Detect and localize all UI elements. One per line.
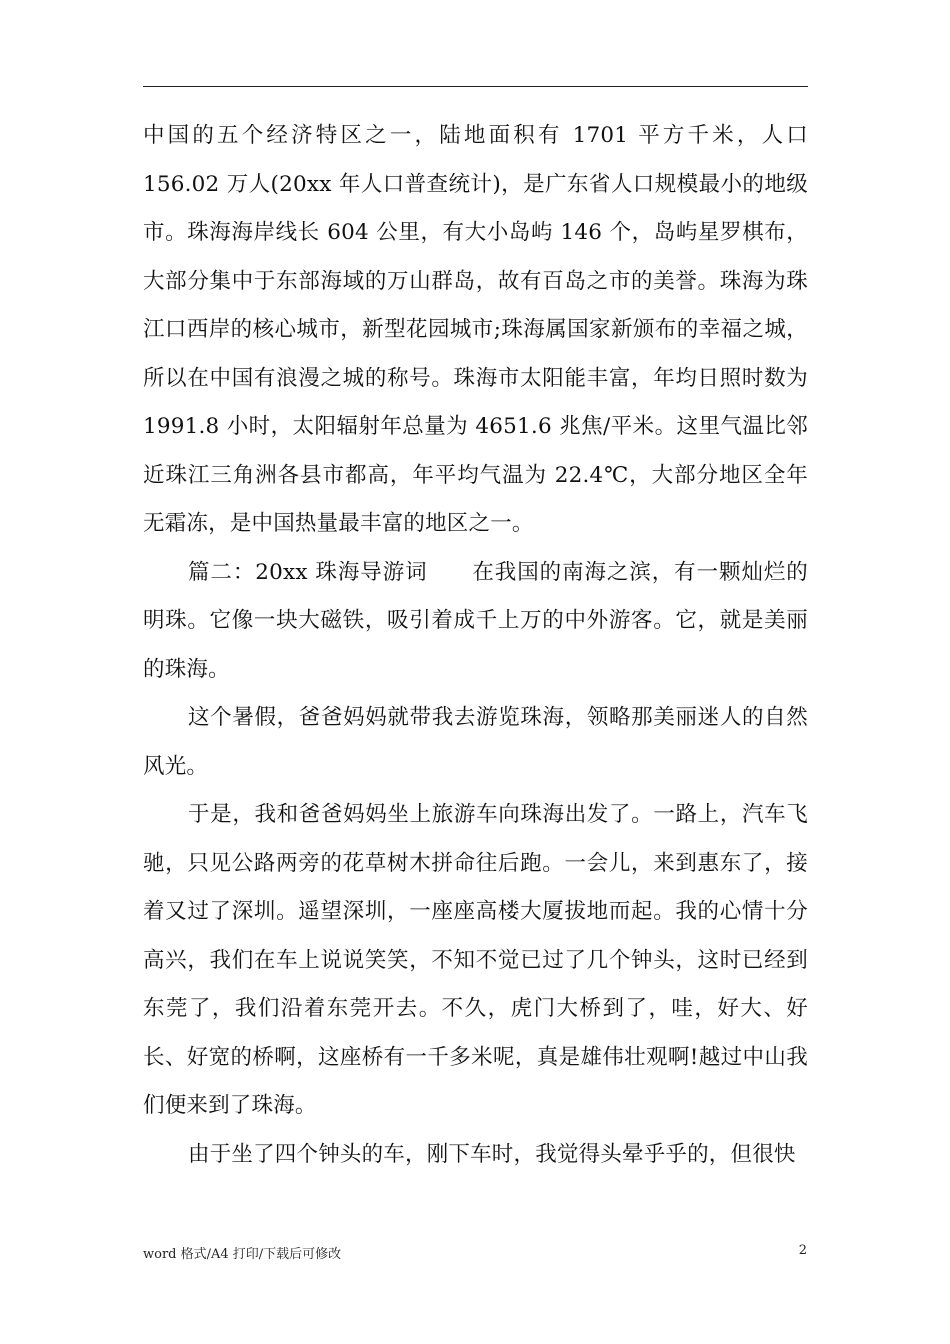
paragraph-3: 这个暑假，爸爸妈妈就带我去游览珠海，领略那美丽迷人的自然风光。 bbox=[143, 705, 808, 779]
paragraph-2: 篇二：20xx 珠海导游词 在我国的南海之滨，有一颗灿烂的明珠。它像一块大磁铁，吸引着成千上万的中外游客。它，就是美丽的珠海。 bbox=[143, 559, 808, 682]
paragraph-1: 中国的五个经济特区之一，陆地面积有 1701 平方千米，人口 156.02 万人(20xx 年人口普查统计)，是广东省人口规模最小的地级市。珠海海岸线长 604 公里，有大小岛屿 146 个，岛屿星罗棋布，大部分集中于东部海域的万山群岛，故有百岛之市的美誉。珠海为珠江口西岸的核心城市，新型花园城市;珠海属国家新颁布的幸福之城，所以在中国有浪漫之城的称号。珠海市太阳能丰富，年均日照时数为 1991.8 小时，太阳辐射年总量为 4651.6 兆焦/平米。这里气温比邻近珠江三角洲各县市都高，年平均气温为 22.4℃，大部分地区全年无霜冻，是中国热量最丰富的地区之一。 bbox=[143, 123, 808, 536]
footer-note: word 格式/A4 打印/下载后可修改 bbox=[143, 1247, 342, 1262]
header-rule bbox=[143, 86, 808, 87]
paragraph-5: 由于坐了四个钟头的车，刚下车时，我觉得头晕乎乎的，但很快 bbox=[188, 1141, 796, 1167]
paragraph-4: 于是，我和爸爸妈妈坐上旅游车向珠海出发了。一路上，汽车飞驰，只见公路两旁的花草树木拼命往后跑。一会儿，来到惠东了，接着又过了深圳。遥望深圳，一座座高楼大厦拔地而起。我的心情十分高兴，我们在车上说说笑笑，不知不觉已过了几个钟头，这时已经到东莞了，我们沿着东莞开去。不久，虎门大桥到了，哇，好大、好长、好宽的桥啊，这座桥有一千多米呢，真是雄伟壮观啊!越过中山我们便来到了珠海。 bbox=[143, 802, 808, 1118]
document-body bbox=[143, 112, 808, 1179]
page-number: 2 bbox=[798, 1243, 807, 1258]
